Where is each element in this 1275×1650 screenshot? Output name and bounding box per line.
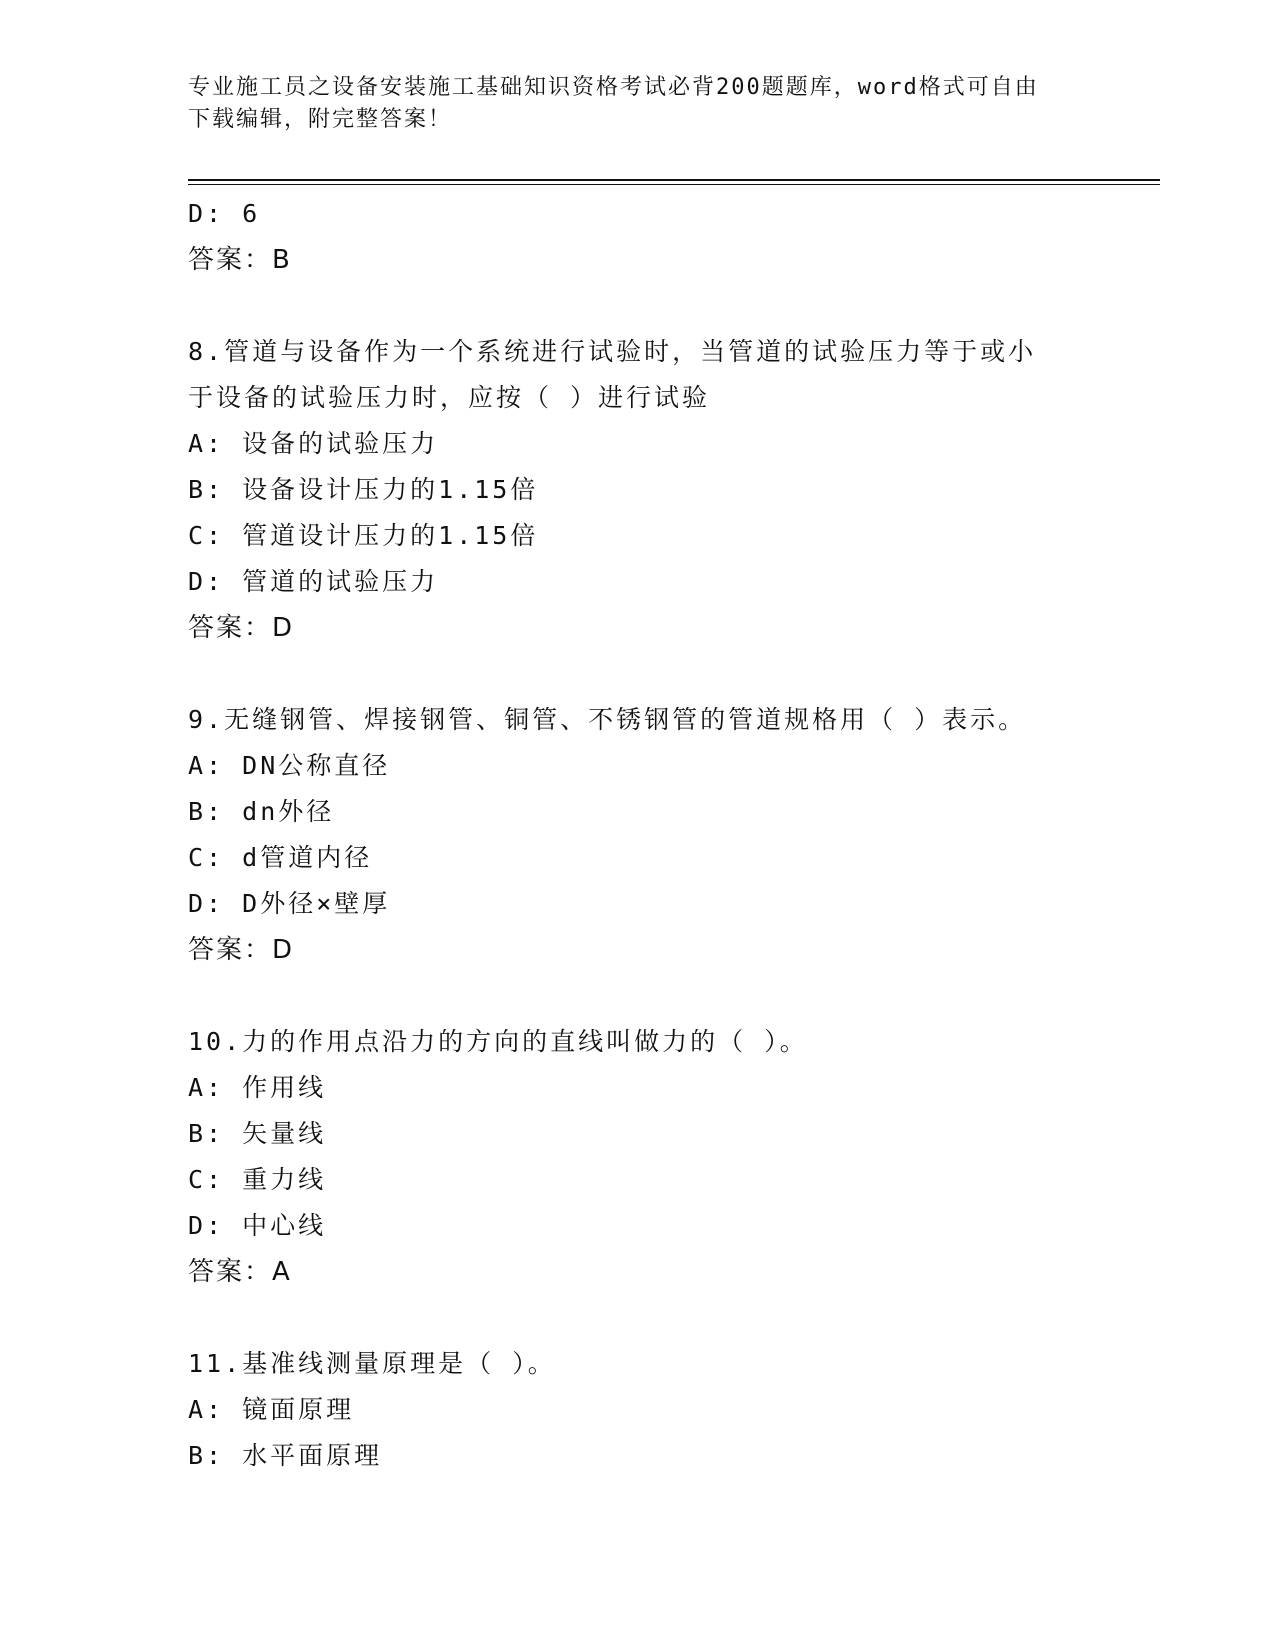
option-a: A: 作用线	[188, 1073, 327, 1102]
option-b: B: 设备设计压力的1.15倍	[188, 475, 539, 504]
question-stem: 11.基准线测量原理是（ ）。	[188, 1349, 556, 1378]
question-stem: 于设备的试验压力时，应按（ ）进行试验	[188, 383, 711, 412]
option-c: C: 重力线	[188, 1165, 327, 1194]
question-8	[188, 329, 1088, 651]
answer: 答案：B	[188, 245, 292, 275]
question-10	[188, 1019, 1088, 1295]
option-d: D: D外径×壁厚	[188, 889, 391, 918]
question-11	[188, 1341, 1088, 1479]
header-rule-thin	[188, 184, 1160, 185]
option-c: C: d管道内径	[188, 843, 373, 872]
question-list	[188, 191, 1088, 1479]
option-d: D: 中心线	[188, 1211, 327, 1240]
option-b: B: dn外径	[188, 797, 335, 826]
answer: 答案：D	[188, 613, 295, 643]
option-b: B: 矢量线	[188, 1119, 327, 1148]
question-stem: 8.管道与设备作为一个系统进行试验时，当管道的试验压力等于或小	[188, 337, 1037, 366]
option-d: D: 6	[188, 199, 261, 228]
question-stem: 10.力的作用点沿力的方向的直线叫做力的（ ）。	[188, 1027, 808, 1056]
option-a: A: DN公称直径	[188, 751, 391, 780]
question-9	[188, 697, 1088, 973]
answer: 答案：D	[188, 935, 295, 965]
option-a: A: 镜面原理	[188, 1395, 355, 1424]
option-d: D: 管道的试验压力	[188, 567, 439, 596]
question-stem: 9.无缝钢管、焊接钢管、铜管、不锈钢管的管道规格用（ ）表示。	[188, 705, 1027, 734]
header-line-2: 下载编辑，附完整答案！	[188, 107, 453, 132]
header-line-1: 专业施工员之设备安装施工基础知识资格考试必背200题题库，word格式可自由	[188, 75, 1039, 100]
option-b: B: 水平面原理	[188, 1441, 383, 1470]
header-rule-thick	[188, 179, 1160, 181]
option-c: C: 管道设计压力的1.15倍	[188, 521, 539, 550]
document-header	[188, 72, 1088, 136]
option-a: A: 设备的试验压力	[188, 429, 439, 458]
answer: 答案：A	[188, 1257, 292, 1287]
